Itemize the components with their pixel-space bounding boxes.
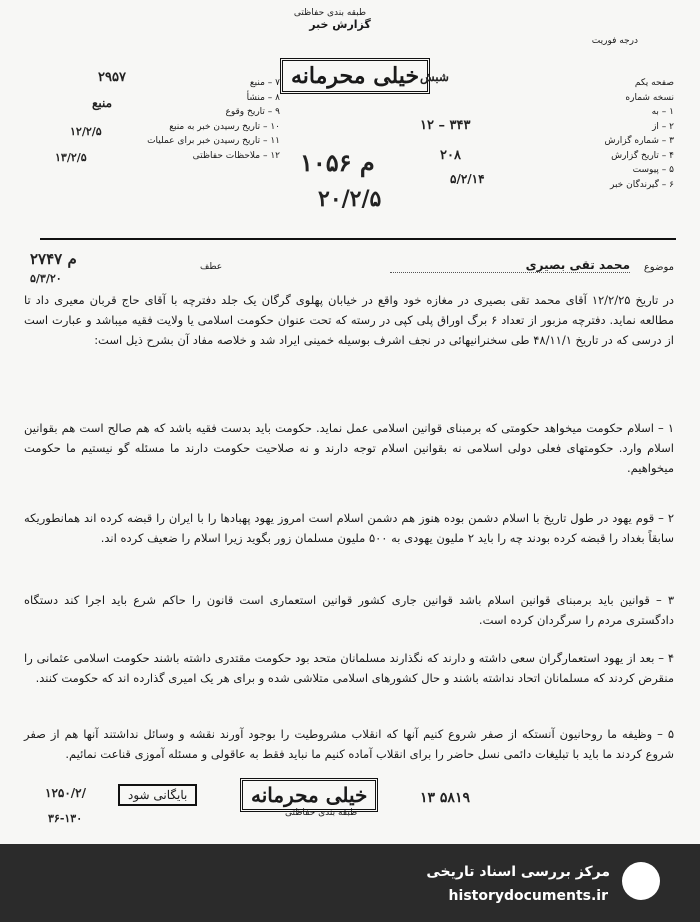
field-report-no: ۳ – شماره گزارش: [604, 136, 674, 146]
paragraph-4: ۴ – بعد از یهود استعمارگران سعی داشته و دارند که نگذارند مسلمانان متحد بود حکومت مقتدری داشته باشند حکومت اسلامی عثمانی را منقرض کردند که مسلمانان اتحاد نداشته باشند و حال کشورهای اسلامی متلاشی شده و برای هر یک امیری گذارده اند که حکومت کنند.: [24, 651, 674, 685]
classification-level: طبقه بندی حفاظتی: [293, 8, 367, 18]
paragraph-2: ۲ – قوم یهود در طول تاریخ با اسلام دشمن بوده هنوز هم دشمن اسلام است امروز یهود پهبادها را با ایران را قبضه کرده اند همانطوریکه سابقاً بغداد را قبضه کرده بودند چه را باید ۲ ملیون یهودی به ۵۰۰ ملیون مسلمان زور بگوید زیرا اسلام را ضعیف کرده اند.: [24, 511, 674, 545]
paragraph-intro: در تاریخ ۱۲/۲/۲۵ آقای محمد تقی بصیری در مغازه خود واقع در خیابان پهلوی گرگان یک جلد دفترچه با آقای حاج قربان معیری داد تا مطالعه نماید. دفترچه مزبور از تعداد ۶ برگ اوراق پلی کپی در رسته که تحت عنوان حکومت اسلامی یا ولایت فقیه میباشد و عبارت است از درسی که در تاریخ ۴۸/۱۱/۱ طی سخنرانیهائی در نجف اشرف بوسیله خمینی ایراد شد و خلاصه مفاد آن بشرح ذیل است:: [24, 293, 674, 347]
left-header-fields: [62, 76, 280, 163]
classification-under-stamp: طبقه بندی حفاظتی: [285, 808, 358, 818]
field-source: ۷ – منبع: [249, 78, 280, 88]
urgency-level: درجه فوریت: [591, 36, 638, 46]
header-divider: [40, 238, 676, 240]
field-from: ۲ – از: [652, 121, 674, 132]
hand-report-number: ۲۰۸: [440, 148, 461, 163]
field-copy: نسخه شماره: [625, 92, 674, 103]
hand-from: شبش: [420, 70, 449, 84]
field-receipt-date: ۱۰ – تاریخ رسیدن خبر به منبع: [169, 121, 280, 132]
hand-source-number: ۲۹۵۷: [98, 70, 126, 85]
hand-to: ۱۲ – ۳۴۳: [420, 118, 471, 133]
field-event-date: ۹ – تاریخ وقوع: [225, 107, 280, 117]
field-attachments: ۵ – پیوست: [632, 165, 674, 175]
hand-report-date: ۵/۲/۱۴: [450, 172, 485, 186]
hand-large-date: ۲۰/۲/۵: [318, 186, 382, 212]
hand-large-number: ۱۰۵۶ م: [300, 148, 375, 177]
paragraph-5: ۵ – وظیفه ما روحانیون آنستکه از صفر شروع کنیم آنها که انقلاب مشروطیت را بوجود آورند نقشه و وسائل نداشتند آنها هم از صفر شروع کردند ما باید با تبلیغات دائمی نسل حاضر را برای انقلاب آماده کنیم ما نباید فقط به عاقولی و مسئله آموزی قناعت نمائیم.: [24, 727, 674, 761]
hand-receipt-date: ۱۲/۲/۵: [70, 125, 102, 138]
field-origin: ۸ – منشأ: [246, 92, 280, 103]
hand-evaluation-date: ۱۳/۲/۵: [55, 151, 87, 164]
archive-logo-icon: [622, 862, 660, 900]
field-report-date: ۴ – تاریخ گزارش: [611, 150, 674, 161]
report-type: گزارش خبر: [309, 18, 371, 31]
followup-label: عطف: [200, 262, 223, 272]
hand-file-date: ۵/۳/۲۰: [30, 272, 62, 285]
hand-ref: ۳۶-۱۳۰: [48, 812, 83, 825]
paragraph-3: ۳ – قوانین باید برمبنای قوانین اسلام باشد قوانین جاری کشور قوانین استعماری است قانون را حاکم شرع باید اجرا کند دستگاه دادگستری مردم را سرگردان کرده است.: [24, 593, 674, 627]
field-notes: ۱۲ – ملاحظات حفاظتی: [192, 150, 280, 161]
watermark-title: مرکز بررسی اسناد تاریخی: [426, 864, 610, 880]
hand-origin: منبع: [92, 96, 113, 110]
field-to: ۱ – به: [651, 107, 674, 117]
hand-file-number: ۲۷۴۷ م: [30, 250, 77, 268]
archive-stamp: بایگانی شود: [118, 784, 197, 806]
watermark-footer: [0, 844, 700, 922]
field-recipients: ۶ – گیرندگان خبر: [609, 179, 674, 190]
field-page: صفحه یکم: [634, 78, 674, 88]
secret-stamp-top: خیلی محرمانه: [280, 58, 430, 94]
watermark-url: historydocuments.ir: [448, 888, 608, 904]
secret-stamp-bottom: خیلی محرمانه: [240, 778, 378, 812]
subject-value: محمد تقی بصیری: [390, 258, 630, 273]
right-header-fields: [464, 76, 674, 192]
hand-code: ۱۳ ۵۸۱۹: [420, 790, 470, 806]
hand-archive-date: ۱۲۵۰/۲/: [45, 786, 86, 800]
paragraph-1: ۱ – اسلام حکومت میخواهد حکومتی که برمبنای قوانین اسلامی عمل نماید. حکومت باید بدست فقیه باشد که هم صالح است هم بقوانین اسلام وارد. حکومتهای فعلی دولی اسلامی نه بقوانین اسلام توجه دارند و نه صلاحیت حکومت دارند ما مسئله گو نیستیم ما حکومت میخواهیم.: [24, 421, 674, 475]
subject-label: موضوع: [643, 262, 674, 273]
field-evaluation-date: ۱۱ – تاریخ رسیدن خبر برای عملیات: [147, 136, 280, 146]
